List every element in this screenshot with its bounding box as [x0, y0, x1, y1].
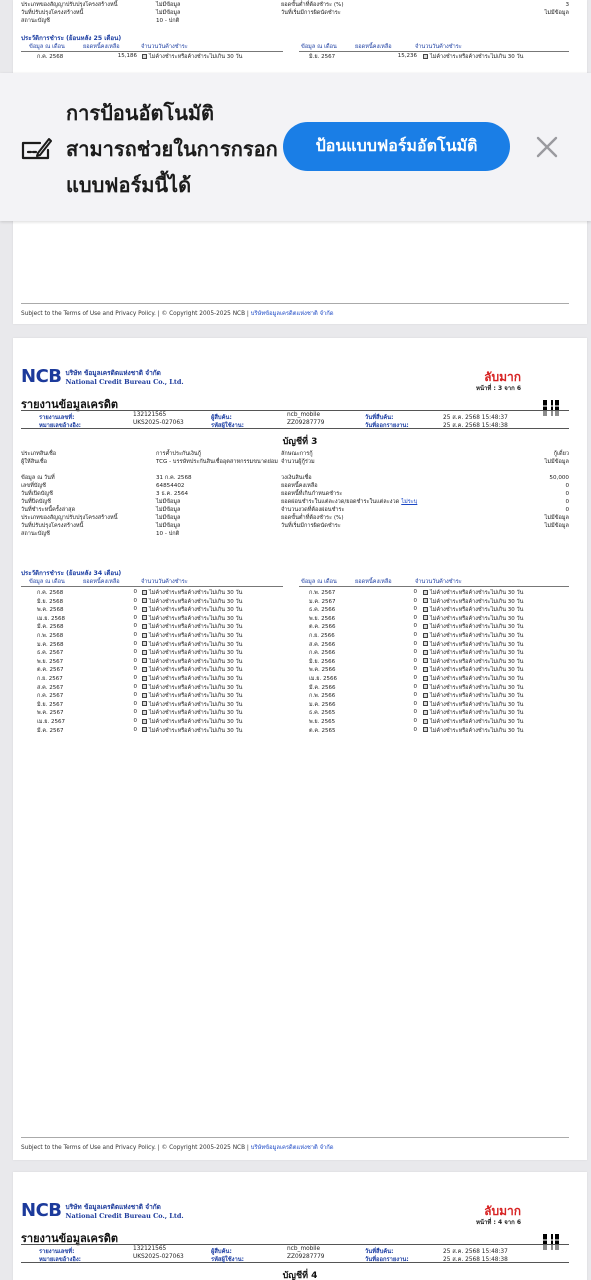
field-label: จำนวนงวดที่ต้องผ่อนชำระ — [281, 507, 345, 513]
checkbox-icon — [423, 615, 428, 620]
unspecified-link[interactable]: ไม่ระบุ — [401, 499, 418, 505]
history-status: ไม่ค้างชำระหรือค้างชำระไม่เกิน 30 วัน — [142, 666, 242, 674]
checkbox-icon — [423, 701, 428, 706]
history-balance: 0 — [133, 692, 137, 699]
history-status: ไม่ค้างชำระหรือค้างชำระไม่เกิน 30 วัน — [142, 615, 242, 623]
history-balance: 0 — [413, 657, 417, 664]
account-title: บัญชีที่ 4 — [282, 1271, 318, 1280]
field-value: กู้เดี่ยว — [553, 451, 569, 457]
history-balance: 0 — [133, 623, 137, 630]
checkbox-icon — [142, 727, 147, 732]
field-label: วันที่ปรับปรุงโครงสร้างหนี้ — [21, 523, 84, 529]
history-balance: 0 — [133, 675, 137, 681]
history-balance: 0 — [133, 632, 137, 638]
history-balance: 0 — [413, 606, 417, 613]
history-header-balance: ยอดหนี้คงเหลือ — [83, 579, 120, 585]
payment-history-title: ประวัติการชำระ (ย้อนหลัง 25 เดือน) — [21, 35, 122, 42]
field-label: จำนวนผู้กู้ร่วม — [281, 459, 315, 465]
history-status: ไม่ค้างชำระหรือค้างชำระไม่เกิน 30 วัน — [142, 641, 242, 649]
history-month: มี.ค. 2568 — [37, 624, 64, 631]
field-value: 3 ธ.ค. 2564 — [156, 491, 189, 497]
history-balance: 0 — [413, 632, 417, 638]
history-month: เม.ย. 2568 — [37, 615, 65, 622]
checkbox-icon — [142, 54, 147, 59]
field-label: วันที่ชำระหนี้ครั้งล่าสุด — [21, 507, 76, 513]
field-value: ไม่มีข้อมูล — [156, 507, 181, 513]
checkbox-icon — [423, 633, 428, 638]
history-month: ส.ค. 2566 — [309, 641, 336, 648]
history-month: พ.ค. 2566 — [309, 667, 336, 674]
history-status: ไม่ค้างชำระหรือค้างชำระไม่เกิน 30 วัน — [423, 632, 523, 640]
field-label: วงเงินสินเชื่อ — [281, 475, 312, 481]
history-month: พ.ค. 2568 — [37, 607, 64, 614]
history-balance: 0 — [133, 606, 137, 613]
ncb-link[interactable]: บริษัทข้อมูลเครดิตแห่งชาติ จำกัด — [250, 1145, 334, 1151]
checkbox-icon — [142, 650, 147, 655]
history-balance: 0 — [133, 718, 137, 724]
history-balance: 0 — [413, 709, 417, 716]
history-status: ไม่ค้างชำระหรือค้างชำระไม่เกิน 30 วัน — [423, 598, 523, 606]
report-meta: รายงานเลขที่: 132121565 หมายเลขอ้างอิง: UKS2025-027063 ผู้สืบค้น: ncb_mobile รหัสผู้ใช้งาน: ZZ09287779 วันที่สืบค้น: 25 ส.ค. 2568 15:48:37 วันที่ออกรายงาน: 25 ส.ค. 2568 15:48:38 — [21, 1244, 569, 1263]
history-status: ไม่ค้างชำระหรือค้างชำระไม่เกิน 30 วัน — [142, 589, 242, 597]
field-label: ยอดหนี้คงเหลือ — [281, 483, 318, 489]
history-month: ส.ค. 2567 — [37, 684, 64, 691]
field-label: ลักษณะการกู้ — [281, 451, 313, 457]
field-label: สถานะบัญชี — [21, 531, 50, 537]
history-month: มิ.ย. 2567 — [37, 701, 64, 708]
history-month: มี.ค. 2566 — [309, 684, 336, 691]
history-status: ไม่ค้างชำระหรือค้างชำระไม่เกิน 30 วัน — [142, 598, 242, 606]
history-balance: 0 — [133, 666, 137, 673]
field-label: วันที่ปรับปรุงโครงสร้างหนี้ — [21, 10, 84, 16]
history-month: ม.ค. 2567 — [309, 598, 336, 605]
history-header-month: ข้อมูล ณ เดือน — [301, 579, 337, 585]
page-footer: Subject to the Terms of Use and Privacy Policy. | © Copyright 2005-2025 NCB | บริษัทข้อมูลเครดิตแห่งชาติ จำกัด — [21, 1145, 334, 1151]
checkbox-icon — [142, 633, 147, 638]
field-label: ยอดขั้นต่ำที่ต้องชำระ (%) — [281, 2, 344, 8]
history-balance: 0 — [133, 649, 137, 656]
checkbox-icon — [142, 693, 147, 698]
confidential-label: ลับมาก — [484, 1204, 521, 1218]
field-value: ไม่มีข้อมูล — [156, 10, 181, 16]
history-balance: 0 — [413, 649, 417, 656]
ncb-logo: NCB บริษัท ข้อมูลเครดิตแห่งชาติ จำกัด National Credit Bureau Co., Ltd. — [21, 366, 184, 387]
history-status: ไม่ค้างชำระหรือค้างชำระไม่เกิน 30 วัน — [142, 684, 242, 692]
field-value: 50,000 — [549, 475, 569, 481]
history-month: ม.ค. 2566 — [309, 701, 336, 708]
history-month: ก.พ. 2568 — [37, 633, 64, 639]
history-status: ไม่ค้างชำระหรือค้างชำระไม่เกิน 30 วัน — [142, 692, 242, 700]
checkbox-icon — [142, 667, 147, 672]
history-month: ก.ค. 2568 — [37, 590, 64, 596]
field-value: ไม่มีข้อมูล — [544, 523, 569, 529]
checkbox-icon — [423, 693, 428, 698]
autofill-form-button[interactable]: ป้อนแบบฟอร์มอัตโนมัติ — [283, 122, 510, 171]
report-page-3 — [13, 338, 587, 1160]
history-header-balance: ยอดหนี้คงเหลือ — [355, 579, 392, 585]
history-month: ก.ค. 2567 — [37, 693, 64, 700]
history-month: มิ.ย. 2566 — [309, 658, 336, 665]
history-balance: 0 — [133, 640, 137, 647]
checkbox-icon — [142, 607, 147, 612]
history-status: ไม่ค้างชำระหรือค้างชำระไม่เกิน 30 วัน — [142, 632, 242, 640]
field-label: ข้อมูล ณ วันที่ — [21, 475, 55, 481]
report-title: รายงานข้อมูลเครดิต — [21, 1232, 119, 1245]
history-balance: 15,186 — [117, 53, 137, 59]
field-label: วันที่เปิดบัญชี — [21, 491, 53, 497]
history-status: ไม่ค้างชำระหรือค้างชำระไม่เกิน 30 วัน — [423, 675, 523, 683]
field-label: สถานะบัญชี — [21, 18, 50, 24]
history-status: ไม่ค้างชำระหรือค้างชำระไม่เกิน 30 วัน — [423, 623, 523, 631]
ncb-logo: NCB บริษัท ข้อมูลเครดิตแห่งชาติ จำกัด National Credit Bureau Co., Ltd. — [21, 1200, 184, 1221]
checkbox-icon — [423, 641, 428, 646]
checkbox-icon — [423, 650, 428, 655]
checkbox-icon — [142, 641, 147, 646]
history-balance: 0 — [413, 683, 417, 690]
history-balance: 15,236 — [397, 53, 417, 59]
history-status: ไม่ค้างชำระหรือค้างชำระไม่เกิน 30 วัน — [142, 623, 242, 631]
history-month: ก.ค. 2566 — [309, 650, 336, 657]
payment-history-title: ประวัติการชำระ (ย้อนหลัง 34 เดือน) — [21, 570, 122, 577]
history-month: พ.ย. 2567 — [37, 658, 64, 665]
history-header-month: ข้อมูล ณ เดือน — [29, 579, 65, 585]
history-month: ต.ค. 2566 — [309, 624, 336, 631]
history-header-balance: ยอดหนี้คงเหลือ — [83, 44, 120, 50]
checkbox-icon — [423, 684, 428, 689]
checkbox-icon — [142, 658, 147, 663]
field-value: 3 — [565, 2, 569, 8]
history-balance: 0 — [413, 726, 417, 733]
history-status: ไม่ค้างชำระหรือค้างชำระไม่เกิน 30 วัน — [142, 675, 242, 683]
field-label: วันที่เริ่มมีการผิดนัดชำระ — [281, 10, 341, 16]
history-status: ไม่ค้างชำระหรือค้างชำระไม่เกิน 30 วัน — [423, 658, 523, 666]
field-label: ประเภทของสัญญาปรับปรุงโครงสร้างหนี้ — [21, 2, 118, 8]
field-label: วันที่เริ่มมีการผิดนัดชำระ — [281, 523, 341, 529]
history-row — [37, 53, 63, 61]
history-status: ไม่ค้างชำระหรือค้างชำระไม่เกิน 30 วัน — [423, 53, 523, 61]
history-balance: 0 — [133, 614, 137, 621]
checkbox-icon — [423, 658, 428, 663]
field-value: การค้ำประกันเงินกู้ — [156, 451, 202, 457]
checkbox-icon — [423, 590, 428, 595]
checkbox-icon — [142, 710, 147, 715]
report-meta: รายงานเลขที่: 132121565 หมายเลขอ้างอิง: UKS2025-027063 ผู้สืบค้น: ncb_mobile รหัสผู้ใช้งาน: ZZ09287779 วันที่สืบค้น: 25 ส.ค. 2568 15:48:37 วันที่ออกรายงาน: 25 ส.ค. 2568 15:48:38 — [21, 410, 569, 429]
field-value: 0 — [565, 499, 569, 505]
field-value: 31 ก.ค. 2568 — [156, 475, 192, 481]
history-balance: 0 — [413, 700, 417, 707]
checkbox-icon — [142, 684, 147, 689]
confidential-label: ลับมาก — [484, 370, 521, 384]
history-status: ไม่ค้างชำระหรือค้างชำระไม่เกิน 30 วัน — [423, 649, 523, 657]
history-balance: 0 — [413, 614, 417, 621]
autofill-message: การป้อนอัตโนมัติ สามารถช่วยในการกรอกแบบฟอร์มนี้ได้ — [66, 101, 278, 197]
checkbox-icon — [423, 624, 428, 629]
history-header-days: จำนวนวันค้างชำระ — [141, 44, 188, 50]
field-value: ไม่มีข้อมูล — [156, 499, 181, 505]
history-month: ธ.ค. 2567 — [37, 650, 64, 657]
checkbox-icon — [423, 676, 428, 681]
divider — [299, 586, 569, 587]
history-status: ไม่ค้างชำระหรือค้างชำระไม่เกิน 30 วัน — [142, 709, 242, 717]
history-balance: 0 — [133, 589, 137, 595]
checkbox-icon — [142, 598, 147, 603]
checkbox-icon — [142, 701, 147, 706]
history-header-days: จำนวนวันค้างชำระ — [415, 44, 462, 50]
history-status: ไม่ค้างชำระหรือค้างชำระไม่เกิน 30 วัน — [423, 641, 523, 649]
checkbox-icon — [142, 615, 147, 620]
history-header-month: ข้อมูล ณ เดือน — [301, 44, 337, 50]
history-balance: 0 — [133, 683, 137, 690]
history-balance: 0 — [413, 675, 417, 681]
field-value: ไม่มีข้อมูล — [544, 459, 569, 465]
divider — [21, 586, 283, 587]
checkbox-icon — [142, 719, 147, 724]
history-month: มี.ค. 2567 — [37, 727, 64, 734]
history-status: ไม่ค้างชำระหรือค้างชำระไม่เกิน 30 วัน — [142, 701, 242, 709]
history-status: ไม่ค้างชำระหรือค้างชำระไม่เกิน 30 วัน — [142, 606, 242, 614]
ncb-link[interactable]: บริษัทข้อมูลเครดิตแห่งชาติ จำกัด — [250, 311, 334, 317]
checkbox-icon — [423, 667, 428, 672]
checkbox-icon — [142, 624, 147, 629]
field-label: ยอดผ่อนชำระในแต่ละงวด/ยอดชำระในแต่ละงวด ไม่ระบุ — [281, 499, 418, 505]
history-month: ธ.ค. 2566 — [309, 607, 336, 614]
history-month: พ.ย. 2566 — [309, 615, 336, 622]
history-balance: 0 — [413, 666, 417, 673]
field-label: ประเภทของสัญญาปรับปรุงโครงสร้างหนี้ — [21, 515, 118, 521]
field-value: ไม่มีข้อมูล — [156, 523, 181, 529]
checkbox-icon — [423, 727, 428, 732]
field-value: 0 — [565, 507, 569, 513]
history-month: ก.พ. 2567 — [309, 590, 336, 596]
field-value: 10 - ปกติ — [156, 531, 180, 537]
history-header-month: ข้อมูล ณ เดือน — [29, 44, 65, 50]
history-month: ต.ค. 2565 — [309, 727, 336, 734]
close-icon — [530, 130, 564, 164]
report-page-4 — [13, 1172, 587, 1280]
field-value: TCG - บรรษัทประกันสินเชื่ออุตสาหกรรมขนาดย่อม — [156, 459, 278, 465]
field-value: 10 - ปกติ — [156, 18, 180, 24]
field-value: ไม่มีข้อมูล — [544, 10, 569, 16]
page-footer: Subject to the Terms of Use and Privacy Policy. | © Copyright 2005-2025 NCB | บริษัทข้อมูลเครดิตแห่งชาติ จำกัด — [21, 311, 334, 317]
history-month: มิ.ย. 2568 — [37, 598, 64, 605]
history-balance: 0 — [413, 589, 417, 595]
history-month: ต.ค. 2567 — [37, 667, 64, 674]
field-label: ยอดหนี้ที่เกินกำหนดชำระ — [281, 491, 343, 497]
checkbox-icon — [423, 54, 428, 59]
history-status: ไม่ค้างชำระหรือค้างชำระไม่เกิน 30 วัน — [423, 701, 523, 709]
history-status: ไม่ค้างชำระหรือค้างชำระไม่เกิน 30 วัน — [423, 684, 523, 692]
field-label: ประเภทสินเชื่อ — [21, 451, 57, 457]
history-balance: 0 — [413, 692, 417, 699]
history-balance: 0 — [133, 597, 137, 604]
history-month: ก.ย. 2566 — [309, 633, 335, 639]
history-month: มิ.ย. 2567 — [309, 54, 336, 60]
history-balance: 0 — [133, 700, 137, 707]
history-month: พ.ค. 2567 — [37, 710, 64, 717]
history-status: ไม่ค้างชำระหรือค้างชำระไม่เกิน 30 วัน — [142, 658, 242, 666]
account-title: บัญชีที่ 3 — [282, 437, 318, 447]
history-status: ไม่ค้างชำระหรือค้างชำระไม่เกิน 30 วัน — [423, 606, 523, 614]
history-header-days: จำนวนวันค้างชำระ — [415, 579, 462, 585]
field-value: ไม่มีข้อมูล — [156, 2, 181, 8]
field-value: ไม่มีข้อมูล — [156, 515, 181, 521]
divider — [21, 51, 283, 52]
history-balance: 0 — [133, 709, 137, 716]
checkbox-icon — [142, 590, 147, 595]
form-autofill-icon — [20, 133, 52, 161]
history-balance: 0 — [413, 597, 417, 604]
history-status: ไม่ค้างชำระหรือค้างชำระไม่เกิน 30 วัน — [423, 727, 523, 735]
history-balance: 0 — [413, 623, 417, 630]
field-value: 0 — [565, 483, 569, 489]
history-status: ไม่ค้างชำระหรือค้างชำระไม่เกิน 30 วัน — [423, 718, 523, 726]
history-status: ไม่ค้างชำระหรือค้างชำระไม่เกิน 30 วัน — [423, 615, 523, 623]
field-label: ยอดขั้นต่ำที่ต้องชำระ (%) — [281, 515, 344, 521]
history-status: ไม่ค้างชำระหรือค้างชำระไม่เกิน 30 วัน — [142, 53, 242, 61]
divider — [299, 51, 569, 52]
history-month: ธ.ค. 2565 — [309, 710, 336, 717]
checkbox-icon — [142, 676, 147, 681]
field-label: วันที่ปิดบัญชี — [21, 499, 51, 505]
page-number: หน้าที่ : 4 จาก 6 — [475, 1219, 521, 1226]
page-number: หน้าที่ : 3 จาก 6 — [475, 385, 521, 392]
history-status: ไม่ค้างชำระหรือค้างชำระไม่เกิน 30 วัน — [423, 692, 523, 700]
history-balance: 0 — [413, 718, 417, 724]
field-value: ไม่มีข้อมูล — [544, 515, 569, 521]
field-value: 0 — [565, 491, 569, 497]
history-balance: 0 — [133, 657, 137, 664]
history-status: ไม่ค้างชำระหรือค้างชำระไม่เกิน 30 วัน — [142, 718, 242, 726]
history-balance: 0 — [133, 726, 137, 733]
history-status: ไม่ค้างชำระหรือค้างชำระไม่เกิน 30 วัน — [423, 709, 523, 717]
field-label: ผู้ให้สินเชื่อ — [21, 459, 48, 465]
checkbox-icon — [423, 607, 428, 612]
footer-divider — [21, 303, 569, 304]
history-month: ก.ค. 2568 — [37, 54, 64, 60]
history-balance: 0 — [413, 640, 417, 647]
checkbox-icon — [423, 710, 428, 715]
checkbox-icon — [423, 719, 428, 724]
history-month: เม.ย. 2567 — [37, 719, 65, 725]
history-status: ไม่ค้างชำระหรือค้างชำระไม่เกิน 30 วัน — [142, 727, 242, 735]
close-banner-button[interactable] — [530, 130, 564, 164]
history-status: ไม่ค้างชำระหรือค้างชำระไม่เกิน 30 วัน — [142, 649, 242, 657]
checkbox-icon — [423, 598, 428, 603]
field-label: เลขที่บัญชี — [21, 483, 46, 489]
footer-divider — [21, 1137, 569, 1138]
history-header-days: จำนวนวันค้างชำระ — [141, 579, 188, 585]
history-header-balance: ยอดหนี้คงเหลือ — [355, 44, 392, 50]
history-status: ไม่ค้างชำระหรือค้างชำระไม่เกิน 30 วัน — [423, 666, 523, 674]
report-title: รายงานข้อมูลเครดิต — [21, 398, 119, 411]
field-value: 64854402 — [156, 483, 185, 489]
history-month: ก.พ. 2566 — [309, 693, 336, 700]
history-month: เม.ย. 2566 — [309, 676, 337, 682]
history-month: ม.ค. 2568 — [37, 641, 64, 648]
history-status: ไม่ค้างชำระหรือค้างชำระไม่เกิน 30 วัน — [423, 589, 523, 597]
history-month: ก.ย. 2567 — [37, 676, 63, 682]
history-month: พ.ย. 2565 — [309, 719, 336, 725]
